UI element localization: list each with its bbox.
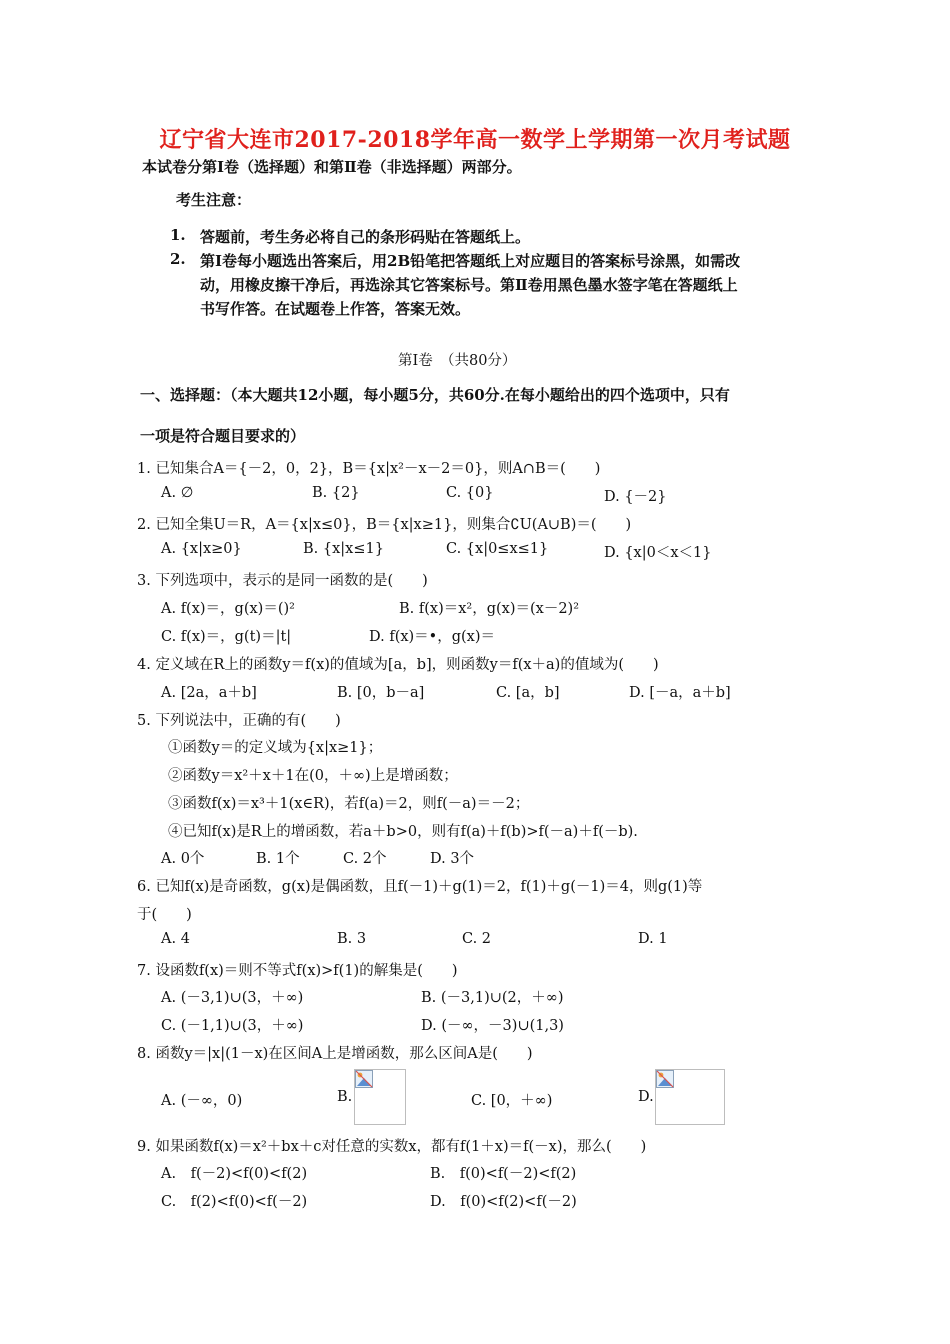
question-9-stem: 9. 如果函数f(x)＝x²＋bx＋c对任意的实数x，都有f(1＋x)＝f(－x)，那么( )	[137, 1139, 647, 1155]
question-4-stem: 4. 定义域在R上的函数y＝f(x)的值域为[a，b]，则函数y＝f(x＋a)的值域为( )	[137, 657, 659, 673]
question-3-option-a: A. f(x)＝，g(x)＝()²	[161, 601, 295, 617]
question-2-option-d: D. {x|0＜x＜1}	[604, 545, 712, 561]
question-2-option-b: B. {x|x≤1}	[303, 541, 384, 557]
notice-heading: 考生注意：	[176, 191, 252, 209]
question-5-statement-2: ②函数y＝x²＋x＋1在(0，＋∞)上是增函数；	[168, 768, 458, 784]
question-5-option-c: C. 2个	[343, 851, 387, 867]
question-7-option-b: B. (－3,1)∪(2，＋∞)	[421, 990, 564, 1006]
question-4-option-c: C. [a，b]	[496, 685, 560, 701]
question-5-statement-1: ①函数y＝的定义域为{x|x≥1}；	[168, 740, 383, 756]
question-7-option-c: C. (－1,1)∪(3，＋∞)	[161, 1018, 304, 1034]
question-8-option-d-image	[655, 1069, 725, 1125]
question-1-option-b: B. {2}	[312, 485, 360, 501]
question-2-option-c: C. {x|0≤x≤1}	[446, 541, 549, 557]
notice-1-number: 1.	[170, 226, 186, 244]
question-7-stem: 7. 设函数f(x)＝则不等式f(x)>f(1)的解集是( )	[137, 963, 458, 979]
question-1-option-d: D. {－2}	[604, 489, 667, 505]
question-8-option-b-image	[354, 1069, 406, 1125]
question-8-option-c: C. [0，＋∞)	[471, 1093, 553, 1109]
question-2-stem: 2. 已知全集U＝R，A＝{x|x≤0}，B＝{x|x≥1}，则集合∁U(A∪B)＝( )	[137, 517, 632, 533]
notice-2-number: 2.	[170, 250, 186, 268]
document-title: 辽宁省大连市2017-2018学年高一数学上学期第一次月考试题	[159, 127, 791, 153]
question-2-option-a: A. {x|x≥0}	[161, 541, 242, 557]
question-9-option-a: A. f(－2)<f(0)<f(2)	[161, 1166, 308, 1182]
question-8-option-d: D.	[638, 1089, 654, 1105]
question-4-option-a: A. [2a，a＋b]	[161, 685, 257, 701]
question-6-option-c: C. 2	[462, 931, 492, 947]
question-9-option-c: C. f(2)<f(0)<f(－2)	[161, 1194, 308, 1210]
broken-image-icon	[656, 1070, 674, 1088]
question-5-statement-3: ③函数f(x)＝x³＋1(x∈R)，若f(a)＝2，则f(－a)＝－2；	[168, 796, 530, 812]
question-8-option-a: A. (－∞，0)	[161, 1093, 243, 1109]
question-6-option-b: B. 3	[337, 931, 367, 947]
question-1-option-c: C. {0}	[446, 485, 494, 501]
question-1-stem: 1. 已知集合A＝{－2，0，2}，B＝{x|x²－x－2＝0}，则A∩B＝( )	[137, 461, 601, 477]
question-7-option-a: A. (－3,1)∪(3，＋∞)	[161, 990, 304, 1006]
notice-1-text: 答题前，考生务必将自己的条形码贴在答题纸上。	[200, 228, 531, 246]
question-4-option-b: B. [0，b－a]	[337, 685, 425, 701]
question-3-stem: 3. 下列选项中，表示的是同一函数的是( )	[137, 573, 428, 589]
question-8-stem: 8. 函数y＝|x|(1－x)在区间A上是增函数，那么区间A是( )	[137, 1046, 533, 1062]
question-9-option-d: D. f(0)<f(2)<f(－2)	[430, 1194, 577, 1210]
notice-2-line-2: 动，用橡皮擦干净后，再选涂其它答案标号。第Ⅱ卷用黑色墨水签字笔在答题纸上	[200, 276, 738, 294]
section-1-instructions-line-1: 一、选择题：（本大题共12小题，每小题5分，共60分.在每小题给出的四个选项中，只有	[140, 386, 730, 404]
intro-text: 本试卷分第Ⅰ卷（选择题）和第Ⅱ卷（非选择题）两部分。	[142, 158, 522, 176]
notice-2-line-3: 书写作答。在试题卷上作答，答案无效。	[200, 300, 471, 318]
question-9-option-b: B. f(0)<f(－2)<f(2)	[430, 1166, 577, 1182]
question-6-stem-continued: 于( )	[137, 907, 192, 923]
question-5-option-d: D. 3个	[430, 851, 475, 867]
question-6-stem: 6. 已知f(x)是奇函数，g(x)是偶函数，且f(－1)＋g(1)＝2，f(1)＋g(－1)＝4，则g(1)等	[137, 879, 703, 895]
section-1-instructions-line-2: 一项是符合题目要求的）	[140, 427, 306, 445]
question-5-statement-4: ④已知f(x)是R上的增函数，若a＋b>0，则有f(a)＋f(b)>f(－a)＋f(－b).	[168, 824, 638, 840]
question-5-option-b: B. 1个	[256, 851, 300, 867]
broken-image-icon	[355, 1070, 373, 1088]
question-3-option-d: D. f(x)＝•，g(x)＝	[369, 629, 496, 645]
question-7-option-d: D. (－∞，－3)∪(1,3)	[421, 1018, 564, 1034]
notice-2-line-1: 第Ⅰ卷每小题选出答案后，用2B铅笔把答题纸上对应题目的答案标号涂黑，如需改	[200, 252, 741, 270]
question-4-option-d: D. [－a，a＋b]	[629, 685, 731, 701]
question-6-option-d: D. 1	[638, 931, 668, 947]
question-5-option-a: A. 0个	[161, 851, 205, 867]
question-3-option-b: B. f(x)＝x²，g(x)＝(x－2)²	[399, 601, 580, 617]
part-1-heading: 第Ⅰ卷 （共80分）	[398, 353, 517, 369]
question-8-option-b: B.	[337, 1089, 353, 1105]
question-3-option-c: C. f(x)＝，g(t)＝|t|	[161, 629, 292, 645]
question-6-option-a: A. 4	[161, 931, 190, 947]
question-1-option-a: A. ∅	[161, 485, 194, 501]
question-5-stem: 5. 下列说法中，正确的有( )	[137, 713, 341, 729]
